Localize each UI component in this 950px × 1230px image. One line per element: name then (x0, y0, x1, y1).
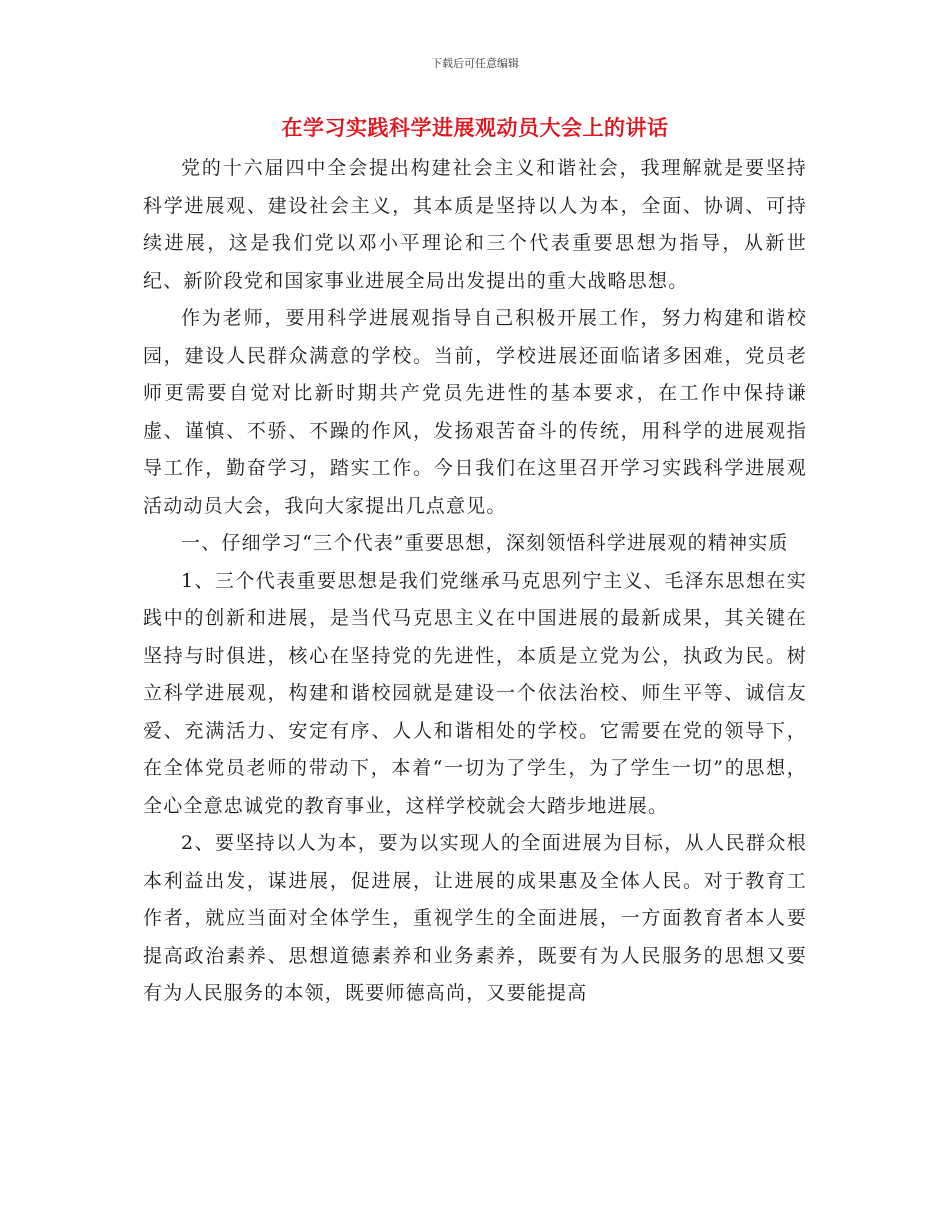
header-note: 下载后可任意编辑 (431, 57, 519, 70)
paragraph-1: 党的十六届四中全会提出构建社会主义和谐社会，我理解就是要坚持科学进展观、建设社会主义，其本质是坚持以人为本，全面、协调、可持续进展，这是我们党以邓小平理论和三个代表重要思想为指导，从新世纪、新阶段党和国家事业进展全局出发提出的重大战略思想。 (143, 157, 807, 292)
paragraph-3: 1、三个代表重要思想是我们党继承马克思列宁主义、毛泽东思想在实践中的创新和进展，是当代马克思主义在中国进展的最新成果，其关键在坚持与时俱进，核心在坚持党的先进性，本质是立党为公，执政为民。树立科学进展观，构建和谐校园就是建设一个依法治校、师生平等、诚信友爱、充满活力、安定有序、人人和谐相处的学校。它需要在党的领导下，在全体党员老师的带动下，本着“一切为了学生，为了学生一切”的思想，全心全意忠诚党的教育事业，这样学校就会大踏步地进展。 (143, 569, 807, 817)
paragraph-4: 2、要坚持以人为本，要为以实现人的全面进展为目标，从人民群众根本利益出发，谋进展，促进展，让进展的成果惠及全体人民。对于教育工作者，就应当面对全体学生，重视学生的全面进展，一方面教育者本人要提高政治素养、思想道德素养和业务素养，既要有为人民服务的思想又要有为人民服务的本领，既要师德高尚，又要能提高 (143, 832, 807, 1004)
body-text (143, 150, 807, 1013)
paragraph-2: 作为老师，要用科学进展观指导自己积极开展工作，努力构建和谐校园，建设人民群众满意的学校。当前，学校进展还面临诸多困难，党员老师更需要自觉对比新时期共产党员先进性的基本要求，在工作中保持谦虚、谨慎、不骄、不躁的作风，发扬艰苦奋斗的传统，用科学的进展观指导工作，勤奋学习，踏实工作。今日我们在这里召开学习实践科学进展观活动动员大会，我向大家提出几点意见。 (143, 307, 807, 517)
section-heading-1: 一、仔细学习“三个代表”重要思想，深刻领悟科学进展观的精神实质 (181, 532, 789, 554)
page-title: 在学习实践科学进展观动员大会上的讲话 (281, 116, 669, 140)
